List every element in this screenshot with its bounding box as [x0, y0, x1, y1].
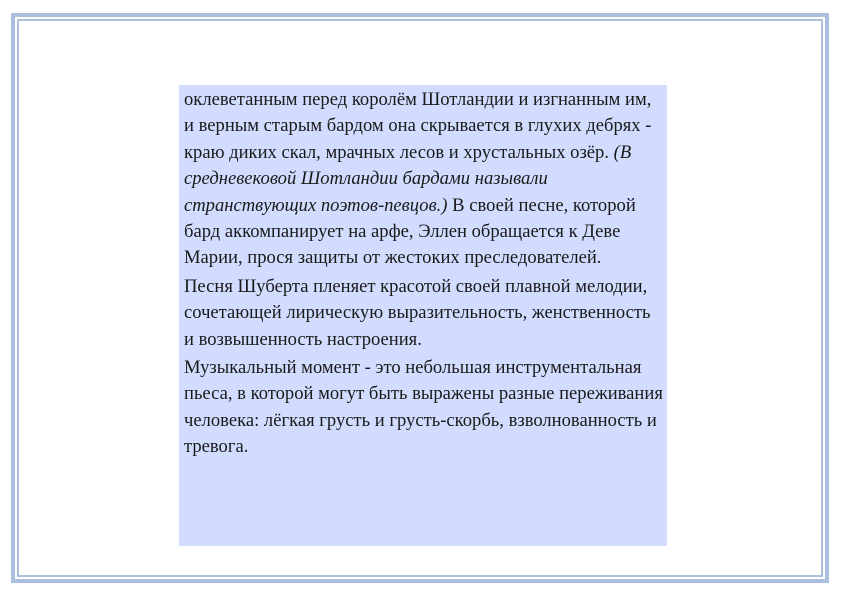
paragraph-1-continuation: В своей песне, которой бард аккомпанирует на арфе, Эллен обращается к Деве Марии, прося защиты от жестоких преследователей.	[184, 194, 636, 269]
text-box	[179, 85, 667, 546]
paragraph-1-text: оклеветанным перед королём Шотландии и изгнанным им, и верным старым бардом она скрывается в глухих дебрях - краю диких скал, мрачных лесов и хрустальных озёр.	[184, 89, 652, 163]
paragraph-1	[184, 87, 663, 272]
paragraph-1-italic-note: (В средневековой Шотландии бардами называли странствующих поэтов-певцов.)	[184, 141, 632, 216]
paragraph-3: Музыкальный момент - это небольшая инструментальная пьеса, в которой могут быть выражены разные переживания человека: лёгкая грусть и грусть-скорбь, взволнованность и тревога.	[184, 357, 663, 458]
paragraph-2: Песня Шуберта пленяет красотой своей плавной мелодии, сочетающей лирическую выразительность, женственность и возвышенность настроения.	[184, 275, 651, 350]
